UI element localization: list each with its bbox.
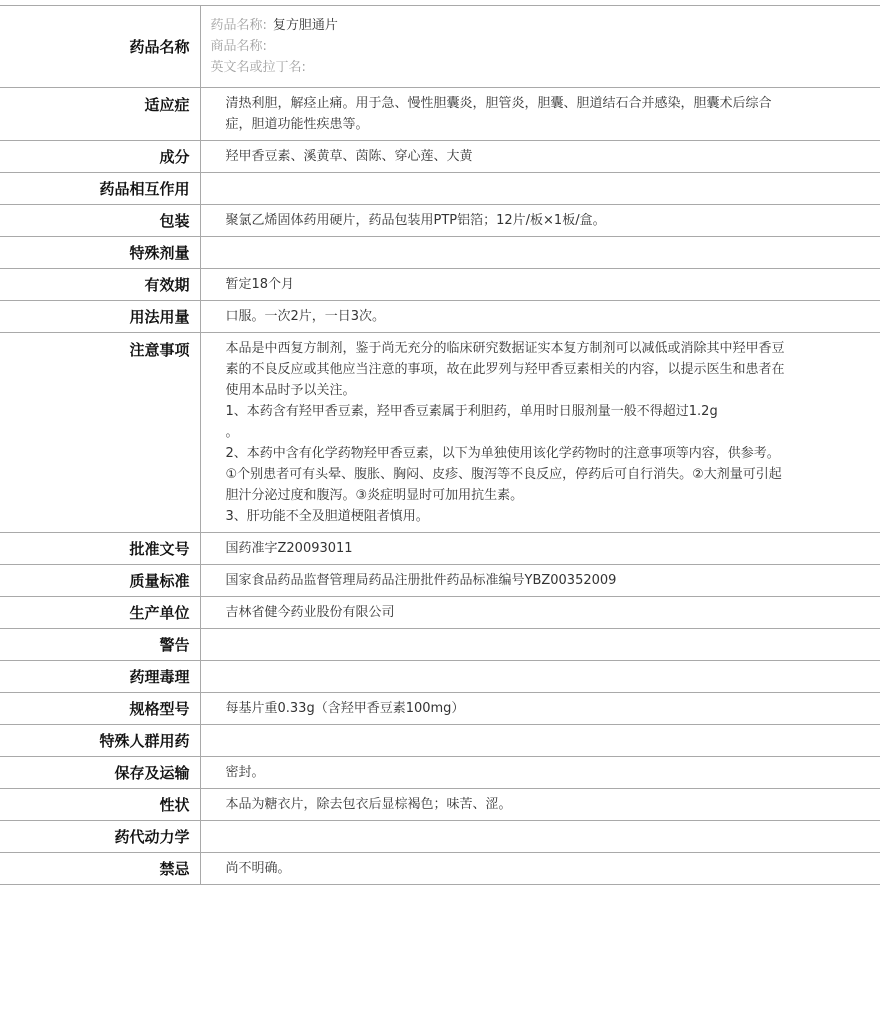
row-pharmacology (0, 661, 880, 693)
generic-name-value: 复方胆通片 (272, 18, 338, 33)
value-quality-standard: 国家食品药品监督管理局药品注册批件药品标准编号YBZ00352009 (200, 565, 880, 597)
label-interactions: 药品相互作用 (0, 173, 200, 205)
value-special-populations (200, 725, 880, 757)
value-shelf-life: 暂定18个月 (200, 269, 880, 301)
label-special-dosage: 特殊剂量 (0, 237, 200, 269)
label-precautions: 注意事项 (0, 333, 200, 533)
row-special-dosage (0, 237, 880, 269)
value-indications: 清热利胆，解痉止痛。用于急、慢性胆囊炎，胆管炎，胆囊、胆道结石合并感染，胆囊术后综合症，胆道功能性疾患等。 (200, 88, 880, 141)
label-quality-standard: 质量标准 (0, 565, 200, 597)
row-indications (0, 88, 880, 141)
row-specification (0, 693, 880, 725)
label-manufacturer: 生产单位 (0, 597, 200, 629)
precaution-paragraph: 本品是中西复方制剂，鉴于尚无充分的临床研究数据证实本复方制剂可以减低或消除其中羟甲香豆素的不良反应或其他应当注意的事项，故在此罗列与羟甲香豆素相关的内容，以提示医生和患者在使用本品时予以关注。 (225, 341, 785, 398)
value-manufacturer: 吉林省健今药业股份有限公司 (200, 597, 880, 629)
label-contraindications: 禁忌 (0, 853, 200, 885)
row-description (0, 789, 880, 821)
label-pharmacology: 药理毒理 (0, 661, 200, 693)
row-special-populations (0, 725, 880, 757)
precaution-paragraph: 2、本药中含有化学药物羟甲香豆素，以下为单独使用该化学药物时的注意事项等内容，供参考。①个别患者可有头晕、腹胀、胸闷、皮疹、腹泻等不良反应，停药后可自行消失。②大剂量可引起胆汁分泌过度和腹泻。③炎症明显时可加用抗生素。 (225, 446, 782, 503)
row-usage (0, 301, 880, 333)
value-description: 本品为糖衣片，除去包衣后显棕褐色；味苦、涩。 (200, 789, 880, 821)
value-precautions (200, 333, 880, 533)
generic-name-line (211, 15, 791, 36)
drug-info-table (0, 5, 880, 885)
label-ingredients: 成分 (0, 141, 200, 173)
label-indications: 适应症 (0, 88, 200, 141)
english-name-label: 英文名或拉丁名: (210, 60, 306, 75)
label-drug-name: 药品名称 (0, 6, 200, 88)
label-special-populations: 特殊人群用药 (0, 725, 200, 757)
row-contraindications (0, 853, 880, 885)
label-packaging: 包装 (0, 205, 200, 237)
label-description: 性状 (0, 789, 200, 821)
precaution-paragraph: 3、肝功能不全及胆道梗阻者慎用。 (225, 509, 429, 524)
row-approval-number (0, 533, 880, 565)
value-packaging: 聚氯乙烯固体药用硬片，药品包装用PTP铝箔；12片/板×1板/盒。 (200, 205, 880, 237)
english-name-line (211, 57, 791, 78)
label-storage: 保存及运输 (0, 757, 200, 789)
row-drug-name (0, 6, 880, 88)
value-specification: 每基片重0.33g（含羟甲香豆素100mg） (200, 693, 880, 725)
value-interactions (200, 173, 880, 205)
precaution-paragraph: 1、本药含有羟甲香豆素，羟甲香豆素属于利胆药，单用时日服剂量一般不得超过1.2g (225, 404, 718, 419)
row-interactions (0, 173, 880, 205)
row-precautions (0, 333, 880, 533)
label-approval-number: 批准文号 (0, 533, 200, 565)
value-pharmacology (200, 661, 880, 693)
drug-name-block (200, 6, 880, 88)
value-ingredients: 羟甲香豆素、溪黄草、茵陈、穿心莲、大黄 (200, 141, 880, 173)
label-shelf-life: 有效期 (0, 269, 200, 301)
row-manufacturer (0, 597, 880, 629)
label-specification: 规格型号 (0, 693, 200, 725)
value-usage: 口服。一次2片，一日3次。 (200, 301, 880, 333)
row-storage (0, 757, 880, 789)
row-packaging (0, 205, 880, 237)
value-special-dosage (200, 237, 880, 269)
row-shelf-life (0, 269, 880, 301)
value-storage: 密封。 (200, 757, 880, 789)
row-warnings (0, 629, 880, 661)
value-pharmacokinetics (200, 821, 880, 853)
precaution-paragraph: 。 (225, 425, 239, 440)
row-ingredients (0, 141, 880, 173)
value-warnings (200, 629, 880, 661)
label-usage: 用法用量 (0, 301, 200, 333)
value-approval-number: 国药准字Z20093011 (200, 533, 880, 565)
label-pharmacokinetics: 药代动力学 (0, 821, 200, 853)
row-quality-standard (0, 565, 880, 597)
row-pharmacokinetics (0, 821, 880, 853)
trade-name-label: 商品名称: (210, 39, 267, 54)
trade-name-line (211, 36, 791, 57)
generic-name-label: 药品名称: (210, 18, 267, 33)
label-warnings: 警告 (0, 629, 200, 661)
value-contraindications: 尚不明确。 (200, 853, 880, 885)
